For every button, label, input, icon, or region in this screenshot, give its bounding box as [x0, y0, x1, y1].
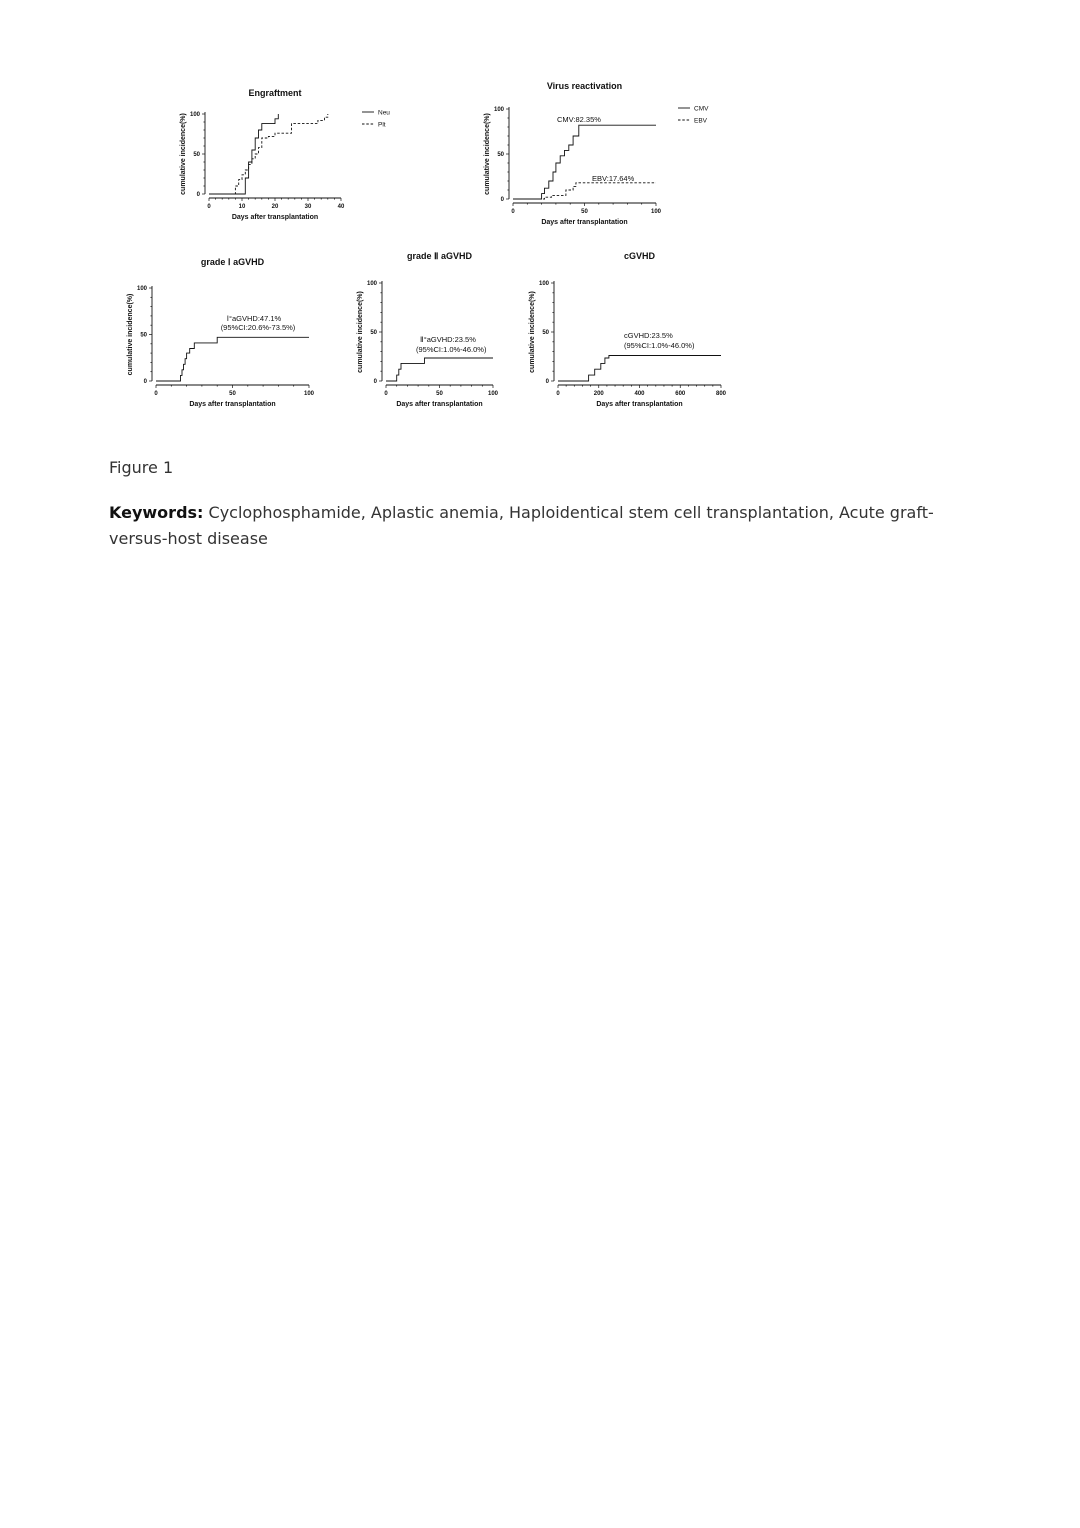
chart-annotation: Ⅱ°aGVHD:23.5% — [420, 335, 476, 344]
x-tick-label: 100 — [487, 391, 499, 397]
x-axis-label: Days after transplantation — [396, 401, 483, 408]
chart-cgvhd — [520, 246, 735, 418]
series-line-neu — [209, 114, 278, 194]
x-axis-label: Days after transplantation — [231, 214, 319, 221]
legend-label: CMV — [694, 105, 709, 113]
x-axis-label: Days after transplantation — [189, 401, 276, 408]
chart-grade1-agvhd — [120, 252, 330, 417]
keywords-text: Cyclophosphamide, Aplastic anemia, Haploidentical stem cell transplantation, Acute graft-versus-host disease — [109, 503, 934, 548]
chart-annotation: EBV:17.64% — [592, 174, 635, 183]
y-tick-label: 100 — [538, 281, 549, 287]
x-tick-label: 800 — [715, 391, 727, 397]
chart-annotation: CMV:82.35% — [557, 115, 601, 124]
figure-caption: Figure 1 — [109, 458, 174, 477]
chart-virus-reactivation — [475, 78, 735, 228]
y-tick-label: 50 — [370, 330, 377, 336]
chart-annotation: (95%CI:1.0%-46.0%) — [416, 345, 487, 354]
legend-label: Neu — [378, 109, 390, 117]
y-tick-label: 0 — [196, 192, 200, 198]
x-tick-label: 0 — [511, 209, 515, 215]
y-tick-label: 0 — [143, 379, 147, 385]
series-line-s0 — [156, 337, 309, 381]
y-tick-label: 0 — [545, 379, 549, 385]
keywords-label: Keywords: — [109, 503, 204, 522]
x-tick-label: 600 — [675, 391, 686, 397]
y-tick-label: 50 — [542, 330, 549, 336]
x-axis-label: Days after transplantation — [596, 401, 683, 408]
y-tick-label: 100 — [189, 112, 200, 118]
y-tick-label: 100 — [493, 107, 504, 113]
chart-annotation: cGVHD:23.5% — [624, 331, 673, 340]
y-axis-label: cumulative incidence(%) — [127, 293, 134, 376]
chart-title: cGVHD — [623, 251, 656, 261]
y-axis-label: cumulative incidence(%) — [529, 291, 536, 373]
legend-label: EBV — [694, 117, 708, 125]
legend-label: Plt — [378, 121, 386, 129]
keywords-paragraph — [109, 500, 989, 552]
y-axis-label: cumulative incidence(%) — [357, 291, 364, 373]
y-tick-label: 50 — [497, 152, 504, 158]
x-tick-label: 20 — [271, 204, 279, 210]
x-tick-label: 0 — [154, 391, 158, 397]
x-tick-label: 0 — [207, 204, 211, 210]
x-tick-label: 50 — [436, 391, 443, 397]
y-axis-label: cumulative incidence(%) — [180, 113, 187, 195]
chart-engraftment — [175, 84, 415, 224]
series-line-ebv — [513, 183, 656, 199]
y-tick-label: 0 — [500, 197, 504, 203]
x-tick-label: 100 — [303, 391, 315, 397]
x-tick-label: 50 — [229, 391, 236, 397]
chart-title: grade Ⅰ aGVHD — [200, 257, 265, 267]
x-axis-label: Days after transplantation — [541, 219, 628, 226]
chart-title: Engraftment — [248, 88, 302, 98]
series-line-s0 — [558, 356, 721, 382]
y-axis-label: cumulative incidence(%) — [484, 113, 491, 195]
chart-title: grade Ⅱ aGVHD — [407, 251, 472, 261]
x-tick-label: 400 — [634, 391, 645, 397]
x-tick-label: 100 — [650, 209, 662, 215]
x-tick-label: 40 — [337, 204, 345, 210]
series-line-s0 — [386, 358, 493, 381]
chart-annotation: (95%CI:20.6%-73.5%) — [220, 323, 296, 332]
y-tick-label: 100 — [136, 286, 147, 292]
x-tick-label: 0 — [556, 391, 560, 397]
chart-grade2-agvhd — [350, 246, 530, 416]
x-tick-label: 0 — [384, 391, 388, 397]
y-tick-label: 50 — [193, 152, 200, 158]
x-tick-label: 30 — [304, 204, 312, 210]
x-tick-label: 200 — [593, 391, 604, 397]
chart-annotation: (95%CI:1.0%-46.0%) — [624, 341, 695, 350]
y-tick-label: 50 — [140, 332, 147, 339]
y-tick-label: 0 — [373, 379, 377, 385]
series-line-cmv — [513, 125, 656, 199]
series-line-plt — [209, 114, 328, 194]
chart-annotation: Ⅰ°aGVHD:47.1% — [226, 314, 282, 323]
x-tick-label: 10 — [238, 204, 246, 210]
chart-title: Virus reactivation — [546, 81, 623, 91]
x-tick-label: 50 — [581, 209, 588, 215]
y-tick-label: 100 — [366, 281, 377, 287]
